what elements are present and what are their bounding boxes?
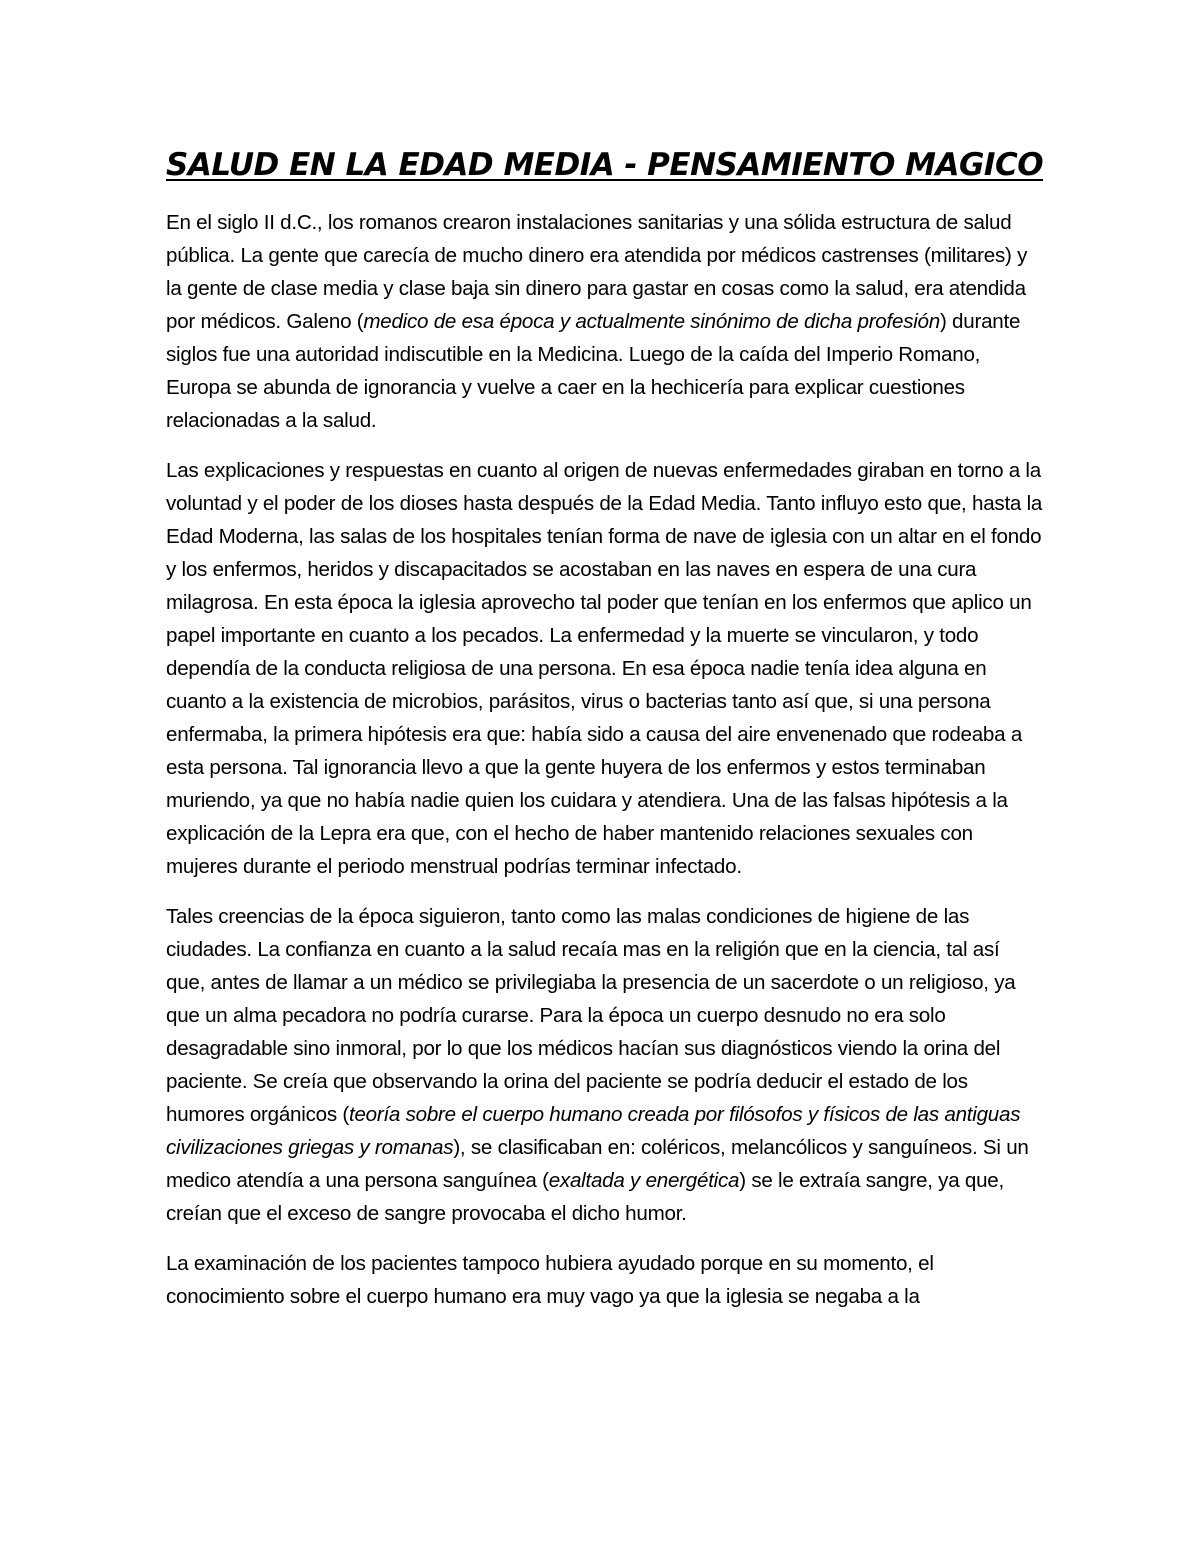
text-segment: ) durante siglos fue una autoridad indiscutible en la Medicina. Luego de la caída del Imperio Romano, Europa se abunda de ignorancia y vuelve a caer en la hechicería para explicar cuestiones relacionadas a la salud. bbox=[166, 310, 1021, 432]
document-body bbox=[166, 140, 1044, 1330]
text-segment: En el siglo II d.C., los romanos crearon instalaciones sanitarias y una sólida estructura de salud pública. La gente que carecía de mucho dinero era atendida por médicos castrenses (militares) y la gente de clase media y clase baja sin dinero para gastar en cosas como la salud, era atendida por médicos. Galeno ( bbox=[166, 211, 1028, 333]
text-segment: La examinación de los pacientes tampoco hubiera ayudado porque en su momento, el conocimiento sobre el cuerpo humano era muy vago ya que la iglesia se negaba a la bbox=[166, 1252, 934, 1308]
body-paragraph bbox=[166, 206, 1044, 437]
document-title: SALUD EN LA EDAD MEDIA - PENSAMIENTO MAGICO bbox=[166, 147, 1044, 183]
italic-text-segment: exaltada y energética bbox=[548, 1169, 740, 1192]
text-segment: ), se clasificaban en: coléricos, melancólicos y sanguíneos. Si un medico atendía a una persona sanguínea ( bbox=[166, 1136, 1029, 1192]
text-segment: Tales creencias de la época siguieron, tanto como las malas condiciones de higiene de las ciudades. La confianza en cuanto a la salud recaía mas en la religión que en la ciencia, tal así que, antes de llamar a un médico se privilegiaba la presencia de un sacerdote o un religioso, ya que un alma pecadora no podría curarse. Para la época un cuerpo desnudo no era solo desagradable sino inmoral, por lo que los médicos hacían sus diagnósticos viendo la orina del paciente. Se creía que observando la orina del paciente se podría deducir el estado de los humores orgánicos ( bbox=[166, 905, 1016, 1126]
italic-text-segment: medico de esa época y actualmente sinónimo de dicha profesión bbox=[363, 310, 940, 333]
italic-text-segment: teoría sobre el cuerpo humano creada por filósofos y físicos de las antiguas civilizaciones griegas y romanas bbox=[166, 1103, 1021, 1159]
body-paragraph bbox=[166, 900, 1044, 1230]
paragraph-list bbox=[166, 206, 1044, 1313]
body-paragraph bbox=[166, 1247, 1044, 1313]
text-segment: ) se le extraía sangre, ya que, creían que el exceso de sangre provocaba el dicho humor. bbox=[166, 1169, 1004, 1225]
body-paragraph bbox=[166, 454, 1044, 883]
text-segment: Las explicaciones y respuestas en cuanto al origen de nuevas enfermedades giraban en torno a la voluntad y el poder de los dioses hasta después de la Edad Media. Tanto influyo esto que, hasta la Edad Moderna, las salas de los hospitales tenían forma de nave de iglesia con un altar en el fondo y los enfermos, heridos y discapacitados se acostaban en las naves en espera de una cura milagrosa. En esta época la iglesia aprovecho tal poder que tenían en los enfermos que aplico un papel importante en cuanto a los pecados. La enfermedad y la muerte se vincularon, y todo dependía de la conducta religiosa de una persona. En esa época nadie tenía idea alguna en cuanto a la existencia de microbios, parásitos, virus o bacterias tanto así que, si una persona enfermaba, la primera hipótesis era que: había sido a causa del aire envenenado que rodeaba a esta persona. Tal ignorancia llevo a que la gente huyera de los enfermos y estos terminaban muriendo, ya que no había nadie quien los cuidara y atendiera. Una de las falsas hipótesis a la explicación de la Lepra era que, con el hecho de haber mantenido relaciones sexuales con mujeres durante el periodo menstrual podrías terminar infectado. bbox=[166, 459, 1043, 878]
